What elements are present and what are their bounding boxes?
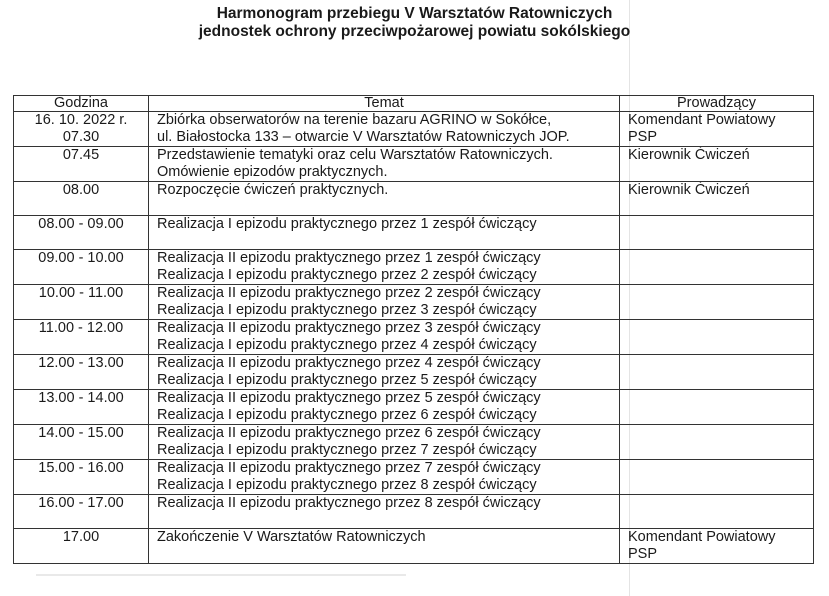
- cell-prowadzacy: [620, 250, 814, 285]
- cell-prowadzacy: [620, 147, 814, 182]
- table-row: [14, 250, 814, 285]
- cell-prowadzacy: [620, 216, 814, 250]
- cell-prowadzacy-line: Komendant Powiatowy: [628, 112, 776, 128]
- cell-godzina: [14, 216, 149, 250]
- cell-godzina: [14, 460, 149, 495]
- cell-temat-line: Realizacja I epizodu praktycznego przez 7 zespół ćwiczący: [157, 442, 537, 458]
- cell-temat-line: Zakończenie V Warsztatów Ratowniczych: [157, 529, 426, 545]
- cell-godzina-line: 08.00: [62, 182, 100, 198]
- cell-temat-line: Realizacja II epizodu praktycznego przez 7 zespół ćwiczący: [157, 460, 541, 476]
- cell-temat: [149, 216, 620, 250]
- cell-temat-line: Zbiórka obserwatorów na terenie bazaru AGRINO w Sokółce,: [157, 112, 552, 128]
- cell-temat: [149, 425, 620, 460]
- cell-temat: [149, 320, 620, 355]
- cell-godzina: [14, 147, 149, 182]
- cell-godzina-line: 12.00 - 13.00: [38, 355, 124, 371]
- cell-prowadzacy-line: Komendant Powiatowy: [628, 529, 776, 545]
- cell-temat-line: Realizacja II epizodu praktycznego przez 8 zespół ćwiczący: [157, 495, 541, 511]
- cell-temat-line: Realizacja I epizodu praktycznego przez 6 zespół ćwiczący: [157, 407, 537, 423]
- cell-prowadzacy: [620, 182, 814, 216]
- table-row: [14, 460, 814, 495]
- cell-godzina-line: 08.00 - 09.00: [38, 216, 124, 232]
- cell-godzina: [14, 390, 149, 425]
- cell-temat-line: Rozpoczęcie ćwiczeń praktycznych.: [157, 182, 389, 198]
- table-row: [14, 529, 814, 564]
- cell-temat-line: Realizacja II epizodu praktycznego przez 6 zespół ćwiczący: [157, 425, 541, 441]
- cell-prowadzacy: [620, 112, 814, 147]
- cell-prowadzacy: [620, 529, 814, 564]
- cell-godzina: [14, 495, 149, 529]
- cell-temat-line: Realizacja I epizodu praktycznego przez 5 zespół ćwiczący: [157, 372, 537, 388]
- cell-godzina: [14, 112, 149, 147]
- cell-temat-line: Realizacja II epizodu praktycznego przez 5 zespół ćwiczący: [157, 390, 541, 406]
- cell-godzina-line: 07.30: [62, 129, 100, 145]
- cell-prowadzacy: [620, 355, 814, 390]
- cell-temat-line: Realizacja II epizodu praktycznego przez 1 zespół ćwiczący: [157, 250, 541, 266]
- cell-temat-line: Realizacja II epizodu praktycznego przez 3 zespół ćwiczący: [157, 320, 541, 336]
- table-row: [14, 495, 814, 529]
- cell-temat-line: Realizacja I epizodu praktycznego przez 8 zespół ćwiczący: [157, 477, 537, 493]
- cell-temat-line: Realizacja I epizodu praktycznego przez 4 zespół ćwiczący: [157, 337, 537, 353]
- cell-temat: [149, 112, 620, 147]
- table-row: [14, 425, 814, 460]
- cell-godzina: [14, 529, 149, 564]
- header-godzina: Godzina: [14, 96, 149, 112]
- cell-prowadzacy-line: PSP: [628, 546, 658, 562]
- scan-smudge: [36, 574, 406, 576]
- cell-godzina-line: 16.00 - 17.00: [38, 495, 124, 511]
- cell-godzina-line: 17.00: [62, 529, 100, 545]
- cell-godzina-line: 16. 10. 2022 r.: [34, 112, 128, 128]
- cell-temat-line: Przedstawienie tematyki oraz celu Warsztatów Ratowniczych.: [157, 147, 553, 163]
- cell-temat: [149, 285, 620, 320]
- cell-prowadzacy: [620, 460, 814, 495]
- cell-godzina-line: 13.00 - 14.00: [38, 390, 124, 406]
- cell-temat-line: Omówienie epizodów praktycznych.: [157, 164, 388, 180]
- cell-temat: [149, 355, 620, 390]
- table-row: [14, 147, 814, 182]
- cell-temat: [149, 250, 620, 285]
- table-row: [14, 112, 814, 147]
- table-row: [14, 390, 814, 425]
- cell-temat-line: Realizacja I epizodu praktycznego przez 1 zespół ćwiczący: [157, 216, 537, 232]
- cell-godzina: [14, 285, 149, 320]
- cell-godzina: [14, 425, 149, 460]
- cell-temat: [149, 182, 620, 216]
- schedule-table: [13, 95, 814, 564]
- document-title-line-2: jednostek ochrony przeciwpożarowej powiatu sokólskiego: [198, 23, 631, 40]
- cell-temat-line: Realizacja I epizodu praktycznego przez 3 zespół ćwiczący: [157, 302, 537, 318]
- cell-godzina-line: 07.45: [62, 147, 100, 163]
- cell-godzina: [14, 182, 149, 216]
- cell-temat: [149, 460, 620, 495]
- cell-prowadzacy: [620, 495, 814, 529]
- cell-prowadzacy-line: PSP: [628, 129, 658, 145]
- table-row: [14, 182, 814, 216]
- cell-prowadzacy-line: Kierownik Ćwiczeń: [628, 147, 750, 163]
- cell-godzina: [14, 320, 149, 355]
- cell-temat: [149, 147, 620, 182]
- cell-godzina-line: 10.00 - 11.00: [38, 285, 124, 301]
- table-row: [14, 285, 814, 320]
- cell-prowadzacy: [620, 425, 814, 460]
- header-prowadzacy: Prowadzący: [620, 96, 814, 112]
- cell-prowadzacy: [620, 285, 814, 320]
- cell-prowadzacy-line: Kierownik Ćwiczeń: [628, 182, 750, 198]
- table-row: [14, 216, 814, 250]
- cell-godzina: [14, 355, 149, 390]
- table-row: [14, 320, 814, 355]
- cell-prowadzacy: [620, 390, 814, 425]
- cell-temat-line: Realizacja II epizodu praktycznego przez 2 zespół ćwiczący: [157, 285, 541, 301]
- cell-temat: [149, 529, 620, 564]
- cell-prowadzacy: [620, 320, 814, 355]
- cell-temat-line: ul. Białostocka 133 – otwarcie V Warsztatów Ratowniczych JOP.: [157, 129, 570, 145]
- cell-godzina-line: 11.00 - 12.00: [38, 320, 124, 336]
- cell-temat: [149, 495, 620, 529]
- cell-godzina-line: 15.00 - 16.00: [38, 460, 124, 476]
- cell-godzina-line: 09.00 - 10.00: [38, 250, 124, 266]
- header-temat: Temat: [149, 96, 620, 112]
- cell-temat-line: Realizacja I epizodu praktycznego przez 2 zespół ćwiczący: [157, 267, 537, 283]
- cell-godzina: [14, 250, 149, 285]
- cell-godzina-line: 14.00 - 15.00: [38, 425, 124, 441]
- table-header-row: [14, 96, 814, 112]
- cell-temat: [149, 390, 620, 425]
- table-row: [14, 355, 814, 390]
- document-title-line-1: Harmonogram przebiegu V Warsztatów Ratowniczych: [216, 5, 613, 22]
- cell-temat-line: Realizacja II epizodu praktycznego przez 4 zespół ćwiczący: [157, 355, 541, 371]
